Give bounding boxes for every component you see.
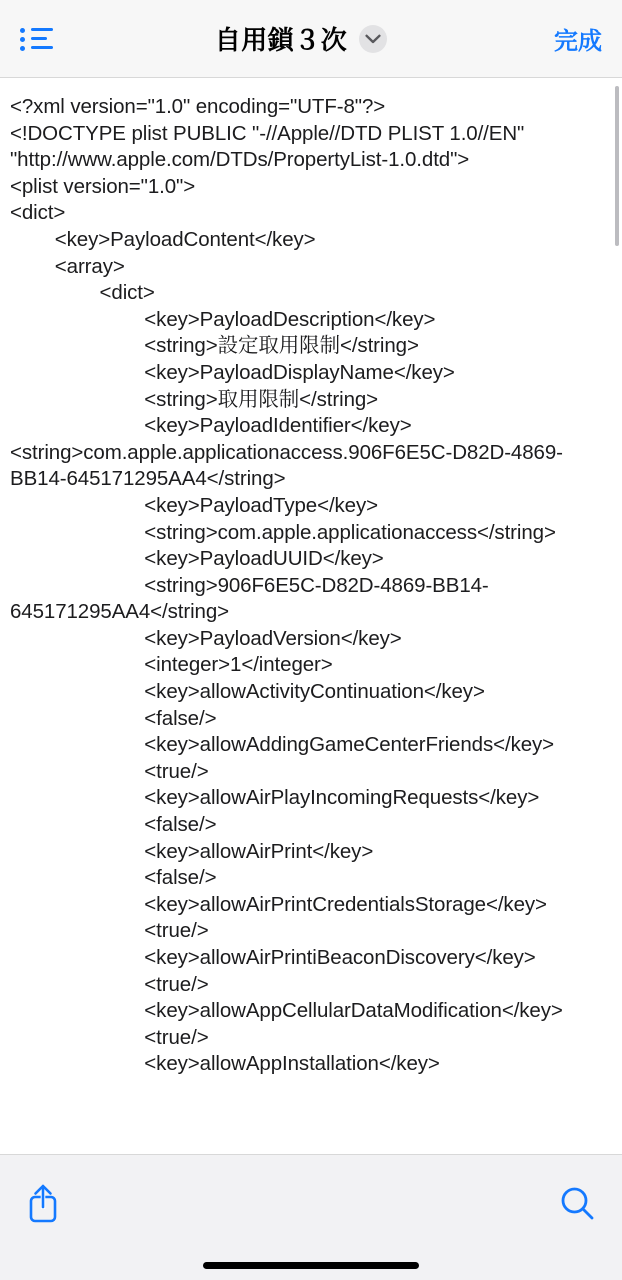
chevron-down-icon[interactable] [359,25,387,53]
home-indicator-area [0,1250,622,1280]
list-icon-bar [31,37,47,40]
list-icon[interactable] [20,24,56,54]
home-indicator[interactable] [203,1262,419,1269]
navigation-bar [0,0,622,78]
bottom-toolbar [0,1154,622,1250]
share-icon[interactable] [26,1182,60,1224]
list-icon-dot [20,28,25,33]
page-title: 自用鎖３次 [214,25,348,55]
navbar-left-group [20,24,90,54]
plist-source-text: <?xml version="1.0" encoding="UTF-8"?> <!DOCTYPE plist PUBLIC "-//Apple//DTD PLIST 1.0//EN" "http://www.apple.com/DTDs/PropertyList-1.0.dtd"> <plist version="1.0"> <dict> <key>PayloadContent</key> <array> <dict> <key>PayloadDescription</key> <string>設定取用限制</string> <key>PayloadDisplayName</key> <string>取用限制</string> <key>PayloadIdentifier</key> <string>com.apple.applicationaccess.906F6E5C-D82D-4869-BB14-645171295AA4</string> <key>PayloadType</key> <string>com.apple.applicationaccess</string> <key>PayloadUUID</key> <string>906F6E5C-D82D-4869-BB14-645171295AA4</string> <key>PayloadVersion</key> <integer>1</integer> <key>allowActivityContinuation</key> <false/> <key>allowAddingGameCenterFriends</key> <true/> <key>allowAirPlayIncomingRequests</key> <false/> <key>allowAirPrint</key> <false/> <key>allowAirPrintCredentialsStorage</key> <true/> <key>allowAirPrintiBeaconDiscovery</key> <true/> <key>allowAppCellularDataModification</key> <true/> <key>allowAppInstallation</key> [10,95,563,1076]
list-icon-bar [31,46,53,49]
list-icon-dot [20,46,25,51]
list-icon-dot [20,37,25,42]
document-scroll-area[interactable] [0,78,622,1154]
vertical-scrollbar[interactable] [615,86,619,246]
navbar-center-group [90,20,512,57]
search-icon[interactable] [558,1184,596,1222]
navbar-right-group [512,21,602,56]
list-icon-bar [31,28,53,31]
done-button[interactable]: 完成 [554,21,602,56]
